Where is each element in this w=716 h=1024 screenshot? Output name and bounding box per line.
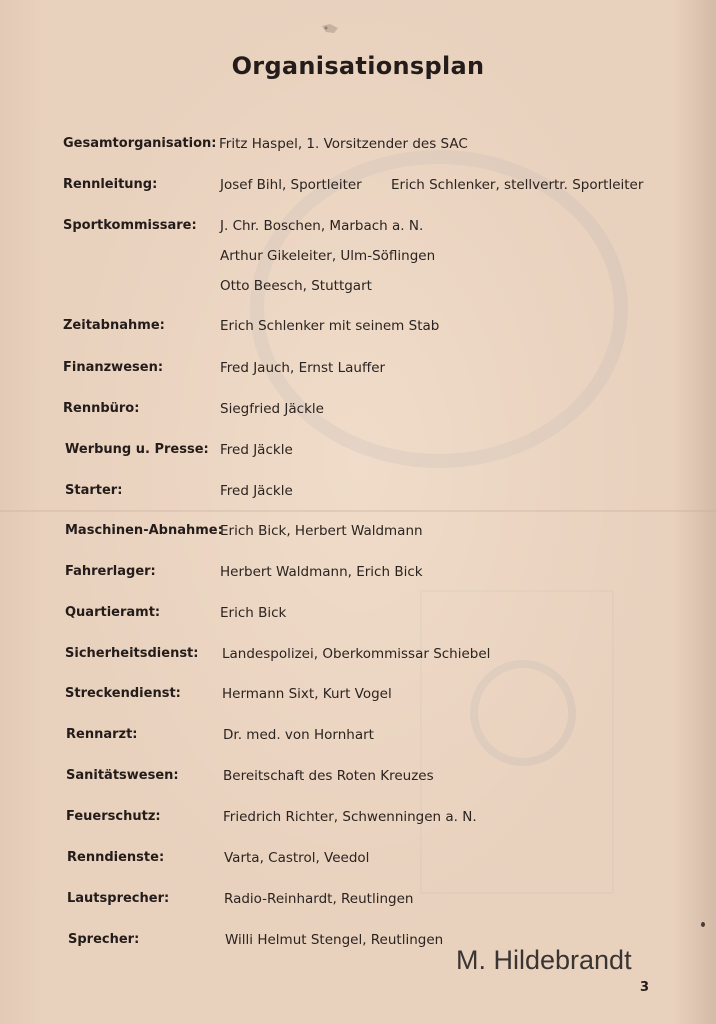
entry-label: Renndienste: <box>67 850 165 865</box>
entry-starter <box>0 483 716 505</box>
entry-value: Arthur Gikeleiter, Ulm-Söflingen <box>220 248 436 264</box>
entry-value: Dr. med. von Hornhart <box>223 727 374 743</box>
ink-speck <box>701 922 705 927</box>
entry-label: Lautsprecher: <box>67 891 170 906</box>
entry-zeitabnahme <box>0 318 716 340</box>
entry-value: Hermann Sixt, Kurt Vogel <box>222 686 392 702</box>
entry-streckendienst <box>0 686 716 708</box>
watermark-text: M. Hildebrandt <box>456 945 632 975</box>
entry-label: Streckendienst: <box>65 686 181 701</box>
entry-label: Sportkommissare: <box>63 218 197 233</box>
entry-fahrerlager <box>0 564 716 586</box>
entry-gesamtorganisation <box>0 136 716 158</box>
stain-mark <box>320 22 342 36</box>
entry-label: Sanitätswesen: <box>66 768 179 783</box>
entry-value: Erich Schlenker mit seinem Stab <box>220 318 440 334</box>
entry-value: Herbert Waldmann, Erich Bick <box>220 564 423 580</box>
entry-label: Feuerschutz: <box>66 809 161 824</box>
entry-value: Fred Jäckle <box>220 483 293 499</box>
entry-value: Fred Jauch, Ernst Lauffer <box>220 360 386 376</box>
page-title: Organisationsplan <box>231 52 485 80</box>
entry-value: Fritz Haspel, 1. Vorsitzender des SAC <box>219 136 468 152</box>
entry-label: Sprecher: <box>68 932 140 947</box>
entry-value: Erich Bick <box>220 605 287 621</box>
entry-label: Maschinen-Abnahme: <box>65 523 223 538</box>
entry-label: Sicherheitsdienst: <box>65 646 199 661</box>
entry-werbung-presse <box>0 442 716 464</box>
entry-renndienste <box>0 850 716 872</box>
entry-label: Gesamtorganisation: <box>63 136 217 151</box>
entry-lautsprecher <box>0 891 716 913</box>
entry-sportkommissare <box>0 218 716 298</box>
entry-label: Starter: <box>65 483 123 498</box>
entry-label: Rennleitung: <box>63 177 158 192</box>
entry-value: Radio-Reinhardt, Reutlingen <box>224 891 414 907</box>
entry-value: Siegfried Jäckle <box>220 401 324 417</box>
entry-label: Finanzwesen: <box>63 360 164 375</box>
entry-rennleitung <box>0 177 716 199</box>
entry-value: J. Chr. Boschen, Marbach a. N. <box>220 218 424 234</box>
entry-rennarzt <box>0 727 716 749</box>
entry-label: Zeitabnahme: <box>63 318 165 333</box>
page-number: 3 <box>640 980 650 995</box>
entry-label: Quartieramt: <box>65 605 161 620</box>
entry-label: Werbung u. Presse: <box>65 442 209 457</box>
entry-value: Friedrich Richter, Schwenningen a. N. <box>223 809 477 825</box>
paper-fold <box>0 510 716 512</box>
entry-value: Landespolizei, Oberkommissar Schiebel <box>222 646 491 662</box>
entry-quartieramt <box>0 605 716 627</box>
entry-value: Varta, Castrol, Veedol <box>224 850 370 866</box>
entry-sicherheitsdienst <box>0 646 716 668</box>
entry-value: Josef Bihl, Sportleiter <box>220 177 362 193</box>
entry-finanzwesen <box>0 360 716 382</box>
entry-value: Fred Jäckle <box>220 442 293 458</box>
entry-value: Otto Beesch, Stuttgart <box>220 278 372 294</box>
entry-label: Rennbüro: <box>63 401 140 416</box>
entry-value: Erich Bick, Herbert Waldmann <box>220 523 423 539</box>
entry-feuerschutz <box>0 809 716 831</box>
entry-maschinen-abnahme <box>0 523 716 545</box>
entry-value-secondary: Erich Schlenker, stellvertr. Sportleiter <box>391 177 644 193</box>
entry-value: Willi Helmut Stengel, Reutlingen <box>225 932 444 948</box>
entry-rennbuero <box>0 401 716 423</box>
entry-value: Bereitschaft des Roten Kreuzes <box>223 768 434 784</box>
entry-sanitaetswesen <box>0 768 716 790</box>
entry-label: Rennarzt: <box>66 727 138 742</box>
entry-label: Fahrerlager: <box>65 564 156 579</box>
